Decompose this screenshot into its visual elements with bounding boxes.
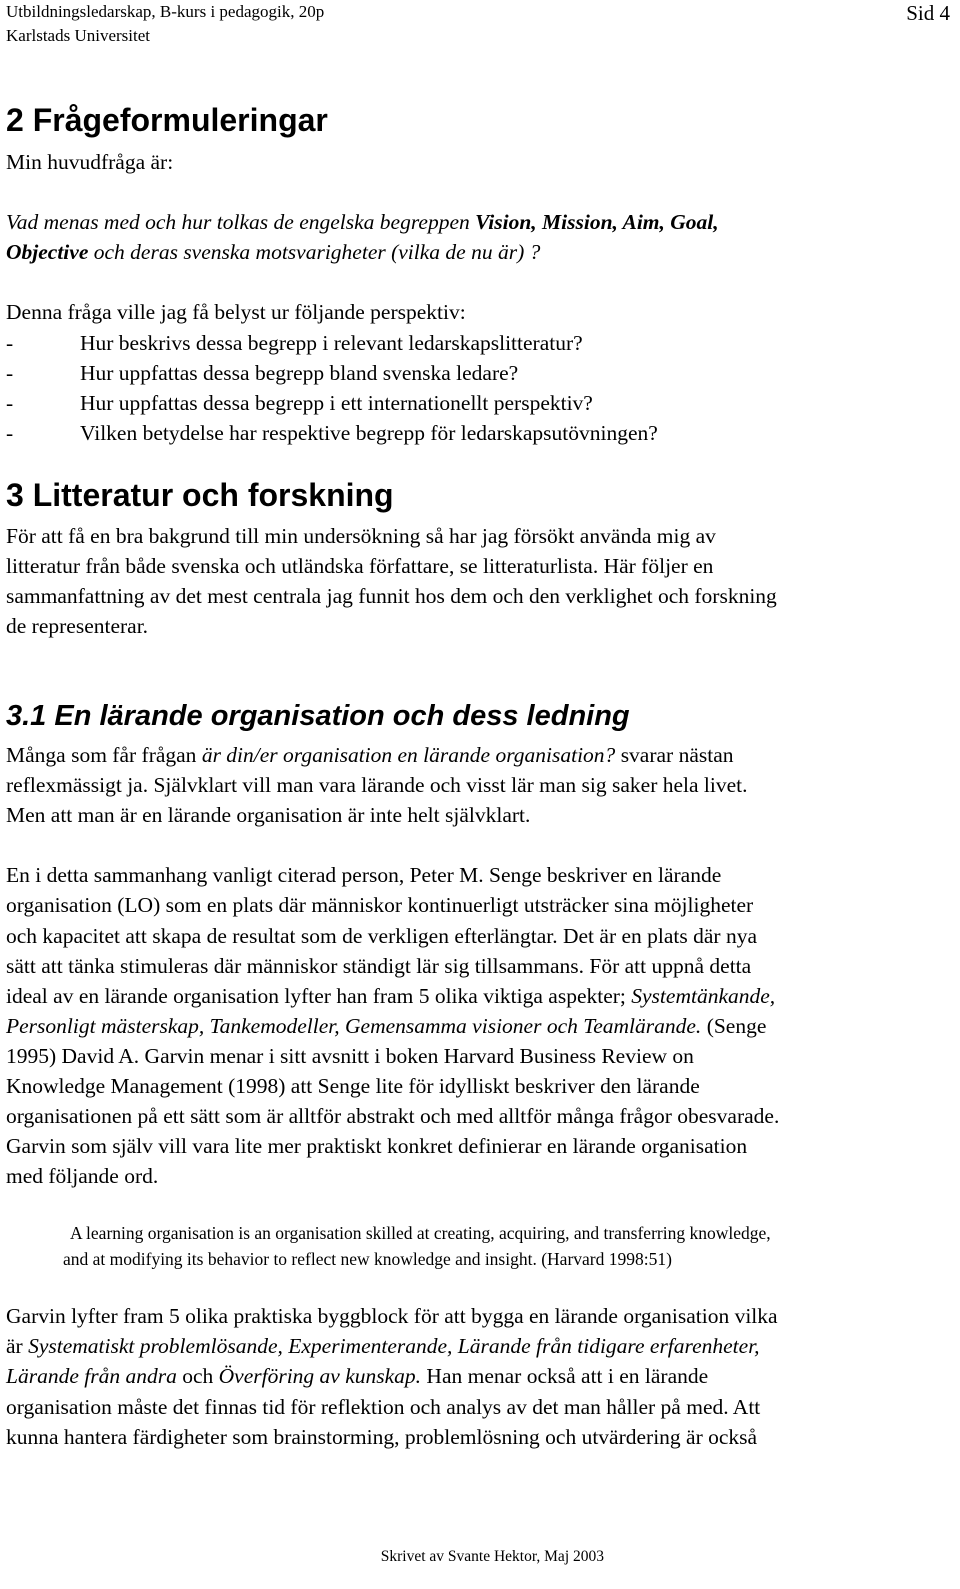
perspective-intro: Denna fråga ville jag få belyst ur följande perspektiv: <box>6 300 466 324</box>
header-university: Karlstads Universitet <box>6 26 150 45</box>
paragraph-2-line: med följande ord. <box>6 1164 159 1188</box>
paragraph-2-line: Knowledge Management (1998) att Senge lite för idylliskt beskriver den lärande <box>6 1074 700 1098</box>
paragraph-3-line: kunna hantera färdigheter som brainstorming, problemlösning och utvärdering är också <box>6 1425 758 1449</box>
text-span: ideal av en lärande organisation lyfter han fram 5 olika viktiga aspekter; <box>6 984 632 1008</box>
text-span: svarar nästan <box>615 743 734 767</box>
paragraph-1-line-2: reflexmässigt ja. Självklart vill man vara lärande och visst lär man sig saker hela livet. <box>6 773 748 797</box>
header-course: Utbildningsledarskap, B-kurs i pedagogik, 20p <box>6 2 325 21</box>
paragraph-2-line: Garvin som själv vill vara lite mer praktiskt konkret definierar en lärande organisation <box>6 1134 748 1158</box>
paragraph-1-line-3: Men att man är en lärande organisation är inte helt självklart. <box>6 803 531 827</box>
list-dash: - <box>6 391 14 415</box>
text-span: är <box>6 1334 29 1358</box>
text-span: Många som får frågan <box>6 743 202 767</box>
italic-terms: Systematiskt problemlösande, Experimenterande, Lärande från tidigare erfarenheter, <box>28 1334 760 1358</box>
paragraph-3-line: Garvin lyfter fram 5 olika praktiska byggblock för att bygga en lärande organisation vilka <box>6 1304 778 1328</box>
paragraph-2-line: En i detta sammanhang vanligt citerad person, Peter M. Senge beskriver en lärande <box>6 863 722 887</box>
main-question-text: Vad menas med och hur tolkas de engelska begreppen <box>6 210 476 234</box>
list-item <box>6 388 593 418</box>
section-3-line: sammanfattning av det mest centrala jag funnit hos dem och den verklighet och forskning <box>6 584 777 608</box>
paragraph-2-line: 1995) David A. Garvin menar i sitt avsnitt i boken Harvard Business Review on <box>6 1044 694 1068</box>
paragraph-2-line: organisationen på ett sätt som är alltför abstrakt och med alltför många frågor obesvarade. <box>6 1104 780 1128</box>
main-question-tail: och deras svenska motsvarigheter (vilka de nu är) ? <box>88 240 541 264</box>
italic-term: Systemtänkande, <box>631 984 776 1008</box>
italic-term: Överföring av kunskap. <box>218 1364 422 1388</box>
paragraph-2-line: organisation (LO) som en plats där människor kontinuerligt utsträcker sina möjligheter <box>6 893 754 917</box>
page-number: Sid 4 <box>906 1 950 25</box>
main-question-line-1 <box>6 207 719 237</box>
list-item <box>6 328 583 358</box>
list-dash: - <box>6 331 14 355</box>
main-question-term-objective: Objective <box>6 240 89 264</box>
section-3-line: de representerar. <box>6 614 149 638</box>
list-item-text: Hur beskrivs dessa begrepp i relevant ledarskapslitteratur? <box>80 331 583 355</box>
italic-term: Lärande från andra <box>6 1364 177 1388</box>
section-3-line: litteratur från både svenska och utländska författare, se litteraturlista. Här följer en <box>6 554 714 578</box>
section-2-intro: Min huvudfråga är: <box>6 150 174 174</box>
list-item-text: Hur uppfattas dessa begrepp bland svenska ledare? <box>80 361 519 385</box>
italic-question: är din/er organisation en lärande organisation? <box>201 743 616 767</box>
italic-terms: Personligt mästerskap, Tankemodeller, Gemensamma visioner och Teamlärande. <box>6 1014 702 1038</box>
section-3-heading: 3 Litteratur och forskning <box>6 477 394 513</box>
main-question-terms: Vision, Mission, Aim, Goal, <box>475 210 719 234</box>
text-span: Han menar också att i en lärande <box>421 1364 709 1388</box>
list-dash: - <box>6 361 14 385</box>
paragraph-1-line-1 <box>6 740 734 770</box>
text-span: (Senge <box>701 1014 767 1038</box>
list-item <box>6 358 518 388</box>
main-question-line-2 <box>6 237 540 267</box>
paragraph-2-line: och kapacitet att skapa de resultat som de verkligen efterlängtar. Det är en plats där nya <box>6 924 757 948</box>
paragraph-3-line <box>6 1331 760 1361</box>
block-quote-line-2: and at modifying its behavior to reflect new knowledge and insight. (Harvard 1998:51) <box>63 1249 672 1269</box>
list-item-text: Hur uppfattas dessa begrepp i ett internationellt perspektiv? <box>80 391 593 415</box>
section-3-1-heading: 3.1 En lärande organisation och dess ledning <box>6 700 630 732</box>
section-2-heading: 2 Frågeformuleringar <box>6 102 328 138</box>
paragraph-2-line <box>6 1011 766 1041</box>
list-item <box>6 418 658 448</box>
footer-author: Skrivet av Svante Hektor, Maj 2003 <box>380 1548 604 1565</box>
paragraph-2-line: sätt att tänka stimuleras där människor ständigt lär sig tillsammans. För att uppnå detta <box>6 954 752 978</box>
block-quote-line-1: A learning organisation is an organisation skilled at creating, acquiring, and transferring knowledge, <box>70 1223 771 1243</box>
paragraph-3-line: organisation måste det finnas tid för reflektion och analys av det man håller på med. Att <box>6 1395 761 1419</box>
paragraph-2-line <box>6 981 775 1011</box>
list-dash: - <box>6 421 14 445</box>
section-3-line: För att få en bra bakgrund till min undersökning så har jag försökt använda mig av <box>6 524 716 548</box>
list-item-text: Vilken betydelse har respektive begrepp för ledarskapsutövningen? <box>80 421 658 445</box>
text-span: och <box>176 1364 219 1388</box>
paragraph-3-line <box>6 1361 708 1391</box>
